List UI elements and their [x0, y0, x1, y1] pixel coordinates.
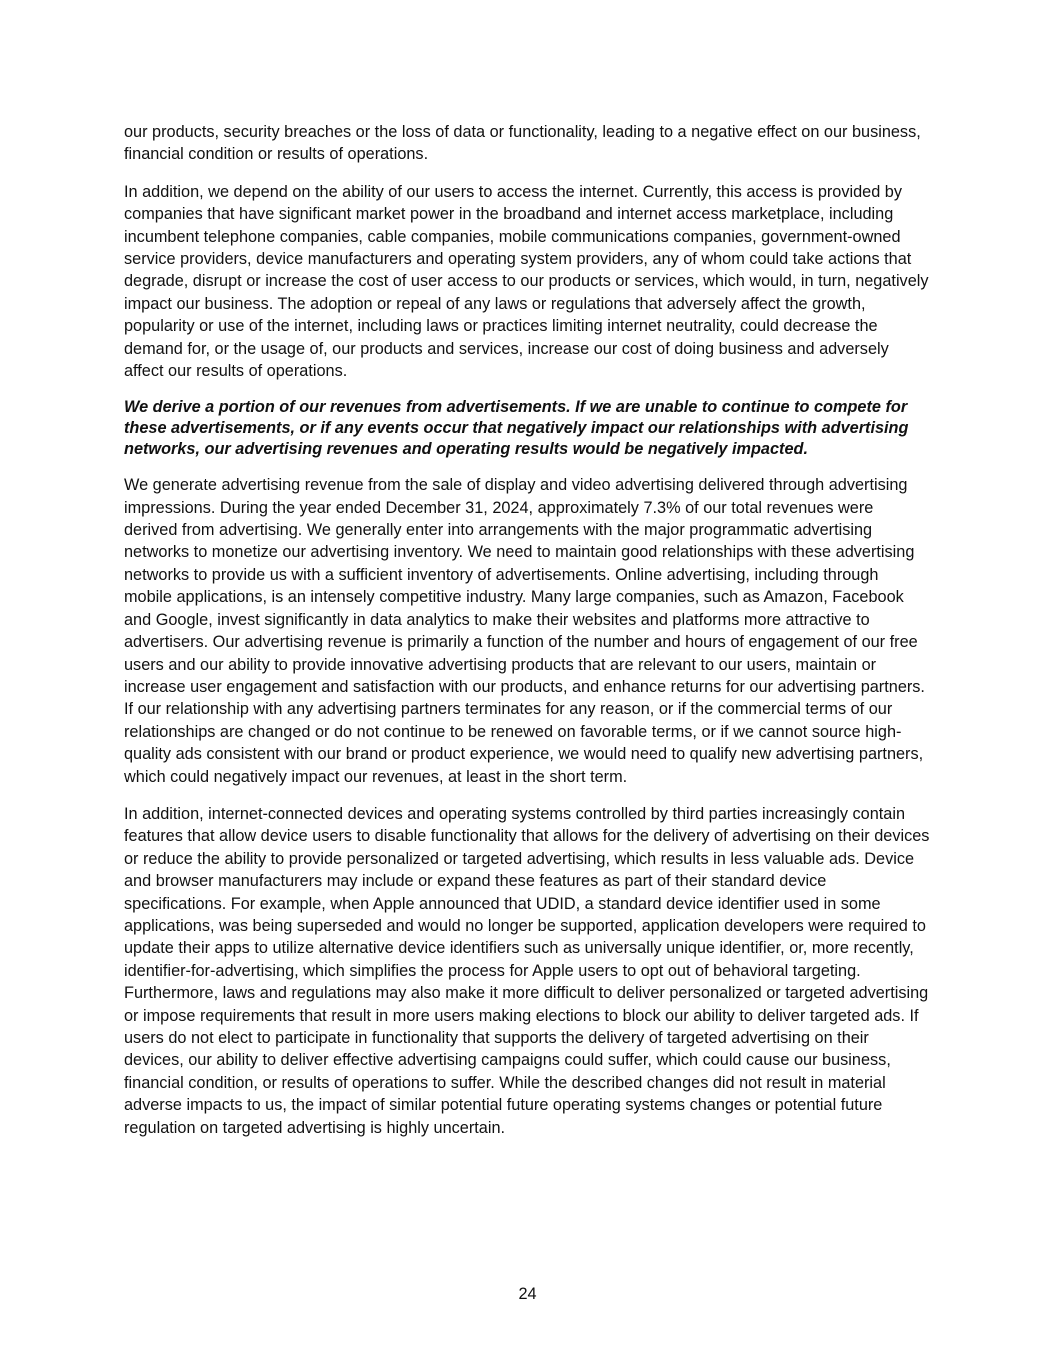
risk-factor-heading: We derive a portion of our revenues from advertisements. If we are unable to continue to compete for these advertisements, or if any events occur that negatively impact our relationships with advertising networks, our advertising revenues and operating results would be negatively impacted.	[124, 398, 909, 458]
paragraph-advertising-revenue: We generate advertising revenue from the sale of display and video advertising delivered through advertising impressions. During the year ended December 31, 2024, approximately 7.3% of our total revenues were derived from advertising. We generally enter into arrangements with the major programmatic advertising networks to monetize our advertising inventory. We need to maintain good relationships with these advertising networks to provide us with a sufficient inventory of advertisements. Online advertising, including through mobile applications, is an intensely competitive industry. Many large companies, such as Amazon, Facebook and Google, invest significantly in data analytics to make their websites and platforms more attractive to advertisers. Our advertising revenue is primarily a function of the number and hours of engagement of our free users and our ability to provide innovative advertising products that are relevant to our users, maintain or increase user engagement and satisfaction with our products, and enhance returns for our advertising partners. If our relationship with any advertising partners terminates for any reason, or if the commercial terms of our relationships are changed or do not continue to be renewed on favorable terms, or if we cannot source high-quality ads consistent with our brand or product experience, we would need to qualify new advertising partners, which could negatively impact our revenues, at least in the short term.	[124, 476, 925, 786]
page-number: 24	[518, 1285, 537, 1303]
paragraph-internet-access: In addition, we depend on the ability of our users to access the internet. Currently, this access is provided by companies that have significant market power in the broadband and internet access marketplace, including incumbent telephone companies, cable companies, mobile communications companies, government-owned service providers, device manufacturers and operating system providers, any of whom could take actions that degrade, disrupt or increase the cost of user access to our products or services, which would, in turn, negatively impact our business. The adoption or repeal of any laws or regulations that adversely affect the growth, popularity or use of the internet, including laws or practices limiting internet neutrality, could decrease the demand for, or the usage of, our products and services, increase our cost of doing business and adversely affect our results of operations.	[124, 182, 929, 381]
paragraph-continuation: our products, security breaches or the loss of data or functionality, leading to a negative effect on our business, financial condition or results of operations.	[124, 123, 921, 164]
paragraph-device-features: In addition, internet-connected devices and operating systems controlled by third parties increasingly contain features that allow device users to disable functionality that allows for the delivery of advertising on their devices or reduce the ability to provide personalized or targeted advertising, which results in less valuable ads. Device and browser manufacturers may include or expand these features as part of their standard device specifications. For example, when Apple announced that UDID, a standard device identifier used in some applications, was being superseded and would no longer be supported, application developers were required to update their apps to utilize alternative device identifiers such as universally unique identifier, or, more recently, identifier-for-advertising, which simplifies the process for Apple users to opt out of behavioral targeting. Furthermore, laws and regulations may also make it more difficult to deliver personalized or targeted advertising or impose requirements that result in more users making elections to block our ability to deliver targeted ads. If users do not elect to participate in functionality that supports the delivery of targeted advertising on their devices, our ability to deliver effective advertising campaigns could suffer, which could cause our business, financial condition, or results of operations to suffer. While the described changes did not result in material adverse impacts to us, the impact of similar potential future operating systems changes or potential future regulation on targeted advertising is highly uncertain.	[124, 804, 930, 1137]
document-body	[124, 121, 930, 1154]
